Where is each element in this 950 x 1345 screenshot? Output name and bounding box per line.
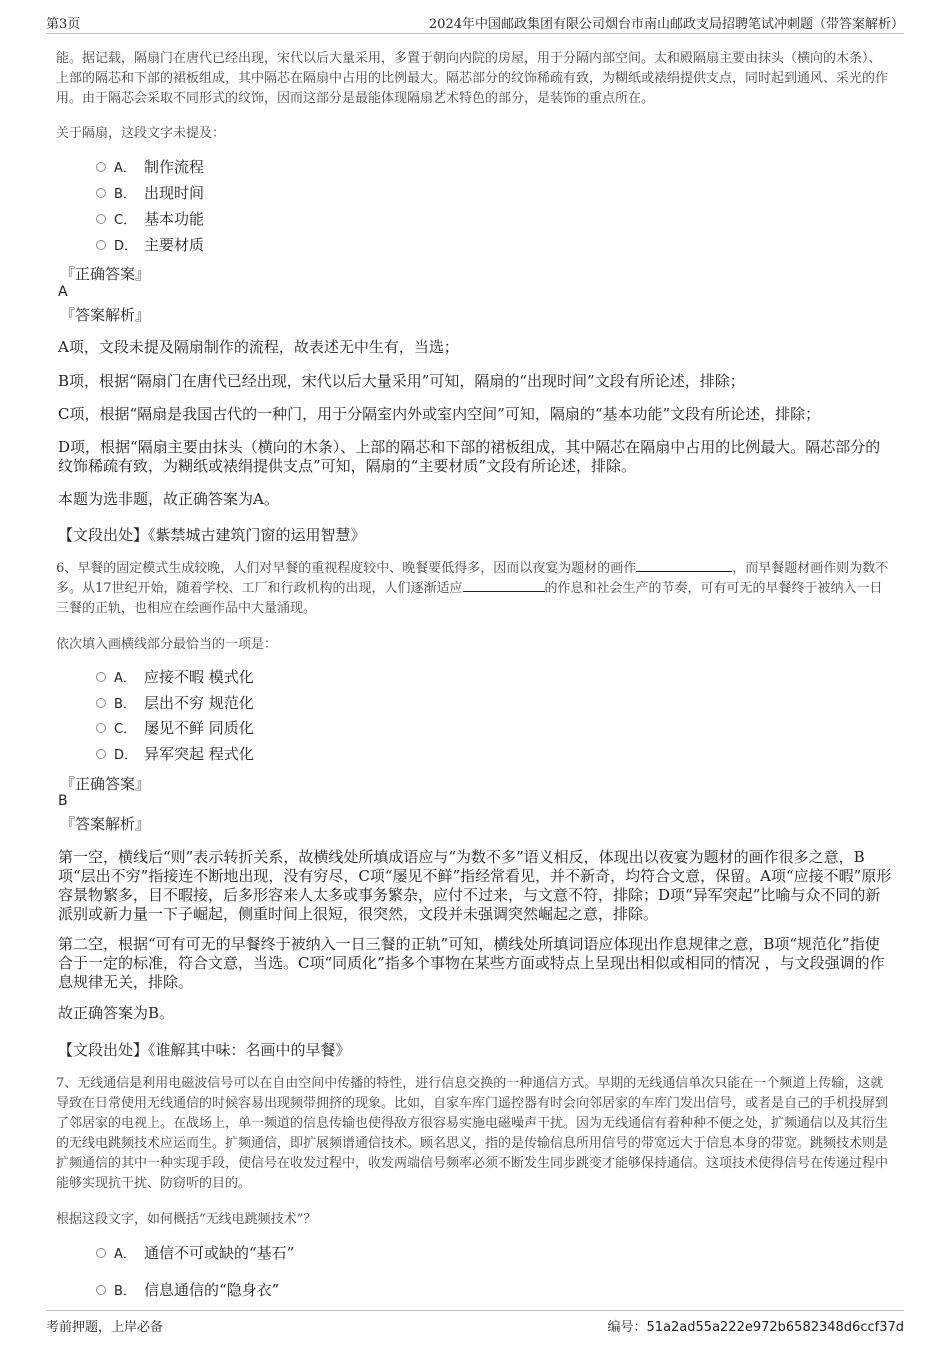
q6-analysis-first: 第一空，横线后“则”表示转折关系，故横线处所填成语应与“为数不多”语义相反，体现出以夜宴为题材的画作很多之意，B项“层出不穷”指接连不断地出现，没有穷尽，C项“屡见不鲜”指经常看见，并不新奇，均符合文意，保留。A项“应接不暇”原形容景物繁多，目不暇接，后多形容来人太多或事务繁杂，应付不过来，与文意不符，排除；D项“异军突起”比喻与众不同的新派别或新力量一下子崛起，侧重时间上很短，很突然，文段并未强调突然崛起之意，排除。 bbox=[58, 848, 892, 923]
q5-passage: 能。据记载，隔扇门在唐代已经出现，宋代以后大量采用，多置于朝向内院的房屋，用于分隔内部空间。太和殿隔扇主要由抹头（横向的木条）、上部的隔芯和下部的裙板组成，其中隔芯在隔扇中占用的比例最大。隔芯部分的纹饰稀疏有致，为糊纸或裱绢提供支点，同时起到通风、采光的作用。由于隔芯会采取不同形式的纹饰，因而这部分是最能体现隔扇艺术特色的部分，是装饰的重点所在。 bbox=[56, 51, 889, 106]
q7-option-a[interactable]: A． 通信不可或缺的“基石” bbox=[96, 1242, 294, 1264]
page-header bbox=[46, 11, 904, 34]
q6-option-d[interactable]: D． 异军突起 程式化 bbox=[96, 743, 254, 765]
q7-prompt: 根据这段文字，如何概括“无线电跳频技术”？ bbox=[56, 1212, 317, 1227]
q5-analysis-a: A项，文段未提及隔扇制作的流程，故表述无中生有，当选； bbox=[58, 338, 459, 356]
q5-answer: A bbox=[58, 284, 68, 300]
q5-correct-label: 『正确答案』 bbox=[60, 265, 151, 283]
q6-analysis-second: 第二空，根据“可有可无的早餐终于被纳入一日三餐的正轨”可知，横线处所填词语应体现出作息规律之意，B项“规范化”指使合于一定的标准，符合文意，当选。C项“同质化”指多个事物在某些方面或特点上呈现出相似或相同的情况 ，与文段强调的作息规律无关，排除。 bbox=[58, 935, 885, 991]
radio-icon[interactable] bbox=[96, 188, 106, 198]
q6-passage: 6、早餐的固定模式生成较晚，人们对早餐的重视程度较中、晚餐要低得多，因而以夜宴为题材的画作 ，而早餐题材画作则为数不多。从17世纪开始，随着学校、工厂和行政机构的出现，人们逐渐适应 的作息和社会生产的节奏，可有可无的早餐终于被纳入一日三餐的正轨，也相应在绘画作品中大量涌现。 bbox=[56, 561, 889, 616]
radio-icon[interactable] bbox=[96, 672, 106, 682]
radio-icon[interactable] bbox=[96, 214, 106, 224]
q5-prompt: 关于隔扇，这段文字未提及： bbox=[56, 126, 226, 141]
radio-icon[interactable] bbox=[96, 698, 106, 708]
q5-analysis-d: D项，根据“隔扇主要由抹头（横向的木条）、上部的隔芯和下部的裙板组成，其中隔芯在隔扇中占用的比例最大。隔芯部分的纹饰稀疏有致，为糊纸或裱绢提供支点”可知，隔扇的“主要材质”文段有所论述，排除。 bbox=[58, 438, 881, 475]
radio-icon[interactable] bbox=[96, 749, 106, 759]
q6-option-b[interactable]: B． 层出不穷 规范化 bbox=[96, 692, 254, 714]
q7-option-b[interactable]: B． 信息通信的“隐身衣” bbox=[96, 1279, 279, 1301]
document-title: 2024年中国邮政集团有限公司烟台市南山邮政支局招聘笔试冲刺题（带答案解析） bbox=[428, 17, 904, 32]
blank-1 bbox=[636, 559, 732, 572]
q6-answer: B bbox=[58, 793, 68, 809]
radio-icon[interactable] bbox=[96, 723, 106, 733]
q6-option-c[interactable]: C． 屡见不鲜 同质化 bbox=[96, 717, 254, 739]
radio-icon[interactable] bbox=[96, 1285, 106, 1295]
radio-icon[interactable] bbox=[96, 162, 106, 172]
q6-option-a[interactable]: A． 应接不暇 模式化 bbox=[96, 666, 254, 688]
document-code: 编号：51a2ad55a222e972b6582348d6ccf37d bbox=[607, 1320, 904, 1335]
q5-option-a[interactable]: A． 制作流程 bbox=[96, 156, 204, 178]
radio-icon[interactable] bbox=[96, 1248, 106, 1258]
q5-analysis-label: 『答案解析』 bbox=[60, 306, 151, 324]
q5-option-d[interactable]: D． 主要材质 bbox=[96, 234, 204, 256]
footer-slogan: 考前押题，上岸必备 bbox=[46, 1320, 164, 1335]
blank-2 bbox=[463, 579, 545, 592]
q6-analysis-label: 『答案解析』 bbox=[60, 815, 151, 833]
radio-icon[interactable] bbox=[96, 240, 106, 250]
q5-analysis-c: C项，根据“隔扇是我国古代的一种门，用于分隔室内外或室内空间”可知，隔扇的“基本功能”文段有所论述，排除； bbox=[58, 405, 821, 423]
q7-passage: 7、无线通信是利用电磁波信号可以在自由空间中传播的特性，进行信息交换的一种通信方式。早期的无线通信单次只能在一个频道上传输，这就导致在日常使用无线通信的时候容易出现频带拥挤的现象。比如，自家车库门遥控器有时会向邻居家的车库门发出信号，或者是自己的手机投屏到了邻居家的电视上。在战场上，单一频道的信息传输也使得敌方很容易实施电磁噪声干扰。因为无线通信有着种种不便之处，扩频通信以及其衍生的无线电跳频技术应运而生。扩频通信，即扩展频谱通信技术。顾名思义，指的是传输信息所用信号的带宽远大于信息本身的带宽。跳频技术则是扩频通信的其中一种实现手段，使信号在收发过程中，收发两端信号频率必须不断发生同步跳变才能够保持通信。这项技术使得信号在传递过程中能够实现抗干扰、防窃听的目的。 bbox=[56, 1076, 889, 1191]
q6-conclusion: 故正确答案为B。 bbox=[58, 1004, 175, 1022]
q5-source: 【文段出处】《紫禁城古建筑门窗的运用智慧》 bbox=[58, 526, 366, 544]
q5-option-c[interactable]: C． 基本功能 bbox=[96, 208, 204, 230]
page-number: 第3页 bbox=[46, 17, 81, 32]
q5-option-b[interactable]: B． 出现时间 bbox=[96, 182, 204, 204]
q5-conclusion: 本题为选非题，故正确答案为A。 bbox=[58, 490, 279, 508]
q5-analysis-b: B项，根据“隔扇门在唐代已经出现，宋代以后大量采用”可知，隔扇的“出现时间”文段有所论述，排除； bbox=[58, 372, 745, 390]
q6-prompt: 依次填入画横线部分最恰当的一项是： bbox=[56, 637, 278, 652]
q6-source: 【文段出处】《谁解其中味：名画中的早餐》 bbox=[58, 1041, 351, 1059]
q6-correct-label: 『正确答案』 bbox=[60, 775, 151, 793]
page-footer bbox=[46, 1310, 904, 1335]
